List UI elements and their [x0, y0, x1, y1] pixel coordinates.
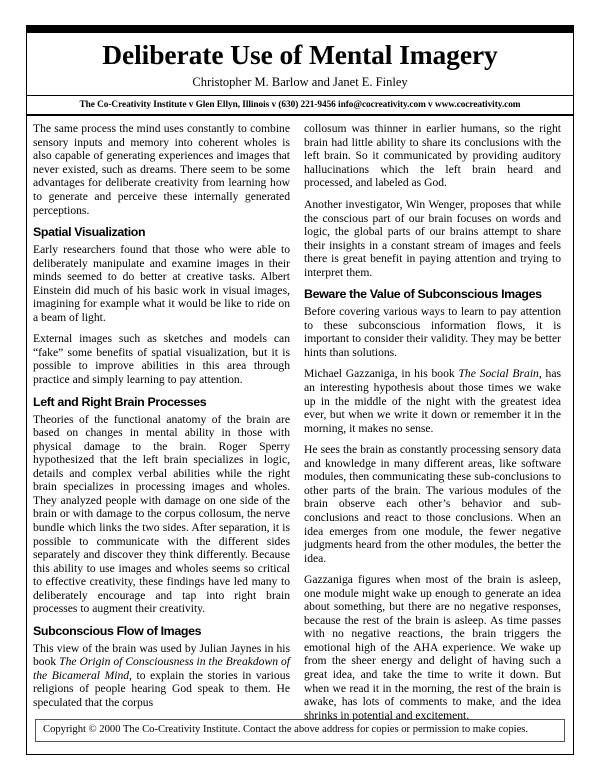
section-heading-beware-the-value-of-subconscious-images: Beware the Value of Subconscious Images [304, 287, 542, 302]
paragraph-with-book-title [304, 367, 561, 435]
paragraph-text-before-title: This view of the brain was used by Julian Jaynes in his book [33, 641, 290, 669]
paragraph: collosum was thinner in earlier humans, so the right brain had little ability to share its conclusions with the left brain. So it communicated by providing auditory hallucinations which the left brain heard and processed, and labeled as God. [304, 122, 561, 190]
publisher-address-bar: The Co-Creativity Institute v Glen Ellyn, Illinois v (630) 221-9456 info@cocreativity.com v www.cocreativity.com [27, 96, 573, 115]
article-columns [27, 116, 573, 730]
document-page [26, 25, 574, 755]
left-column [33, 122, 290, 730]
right-column [304, 122, 561, 730]
section-heading-spatial-visualization: Spatial Visualization [33, 225, 146, 240]
author-line: Christopher M. Barlow and Janet E. Finley [192, 74, 408, 89]
paragraph: Before covering various ways to learn to pay attention to these subconscious information flows, it is important to consider their validity. They may be better hints than solutions. [304, 305, 561, 359]
paragraph-text-after-title: , to explain the stories in various religions of people hearing God speak to them. He speculated that the corpus [33, 668, 290, 709]
footer-copyright-box [35, 719, 565, 742]
paragraph: Gazzaniga figures when most of the brain is asleep, one module might wake up enough to generate an idea about something, but there are no negative responses, because the rest of the brain is asleep. As time passes with no negative reactions, the brain triggers the emotional high of the AHA experience. We wake up from the sheer energy and delight of having such a great idea, and take the time to write it down. But when we read it in the morning, the rest of the brain is awake, has lots of comments to make, and the idea shrinks in potential and excitement. [304, 573, 561, 722]
paragraph: Theories of the functional anatomy of the brain are based on changes in mental ability in those with physical damage to the brain. Roger Sperry hypothesized that the left brain specializes in logic, details and complex verbal abilities while the right brain specializes in processing images and wholes. They analyzed people with damage on one side of the brain or with damage to the corpus collosum, the nerve bundle which links the two sides. After separation, it is possible to communicate with the different sides separately and discover they think differently. Because this ability to use images and wholes seems so critical to effective creativity, these findings have led many to deliberately encourage and tap into right brain processes to augment their creativity. [33, 412, 290, 616]
masthead [27, 26, 573, 116]
paragraph: The same process the mind uses constantly to combine sensory inputs and memory into coherent wholes is also capable of generating experiences and images that never existed, such as dreams. There seem to be some advantages for deliberate creativity from learning how to generate and perceive these internally generated perceptions. [33, 122, 290, 217]
page-title: Deliberate Use of Mental Imagery [102, 39, 498, 70]
book-title-origin-of-consciousness: The Origin of Consciousness in the Breakdown of the Bicameral Mind [33, 655, 290, 682]
section-heading-subconscious-flow-of-images: Subconscious Flow of Images [33, 623, 202, 638]
paragraph: External images such as sketches and models can “fake” some benefits of spatial visualization, but it is possible to improve abilities in this area through practice and simply learning to pay attention. [33, 332, 290, 387]
masthead-top-rule [27, 26, 573, 33]
section-heading-left-and-right-brain-processes: Left and Right Brain Processes [33, 394, 207, 409]
book-title-the-social-brain: The Social Brain [458, 367, 539, 381]
paragraph: Early researchers found that those who were able to deliberately manipulate and examine images in their minds seemed to do better at creative tasks. Albert Einstein did much of his basic work in visual images, imagining for example what it would be like to ride on a beam of light. [33, 243, 290, 324]
title-box [27, 33, 573, 96]
paragraph-text-before-title: Michael Gazzaniga, in his book [304, 367, 459, 381]
copyright-text: Copyright © 2000 The Co-Creativity Institute. Contact the above address for copies or permission to make copies. [43, 724, 529, 735]
paragraph-text-after-title: , has an interesting hypothesis about those times we wake up in the middle of the night with the greatest idea ever, but when we write it down or remember it in the morning, it makes no sense. [304, 367, 561, 435]
paragraph: He sees the brain as constantly processing sensory data and knowledge in many different areas, like software modules, then communicating these sub-conclusions to other parts of the brain. The various modules of the brain observe each other’s behavior and sub-conclusions and react to those conclusions. When an idea emerges from one module, the fewer negative judgments heard from the other modules, the better the idea. [304, 443, 561, 565]
paragraph: Another investigator, Win Wenger, proposes that while the conscious part of our brain focuses on words and logic, the global parts of our brains attempt to share their insights in a constant stream of images and feels there is great benefit in paying attention and trying to interpret them. [304, 198, 561, 279]
paragraph-with-book-title [33, 642, 290, 710]
